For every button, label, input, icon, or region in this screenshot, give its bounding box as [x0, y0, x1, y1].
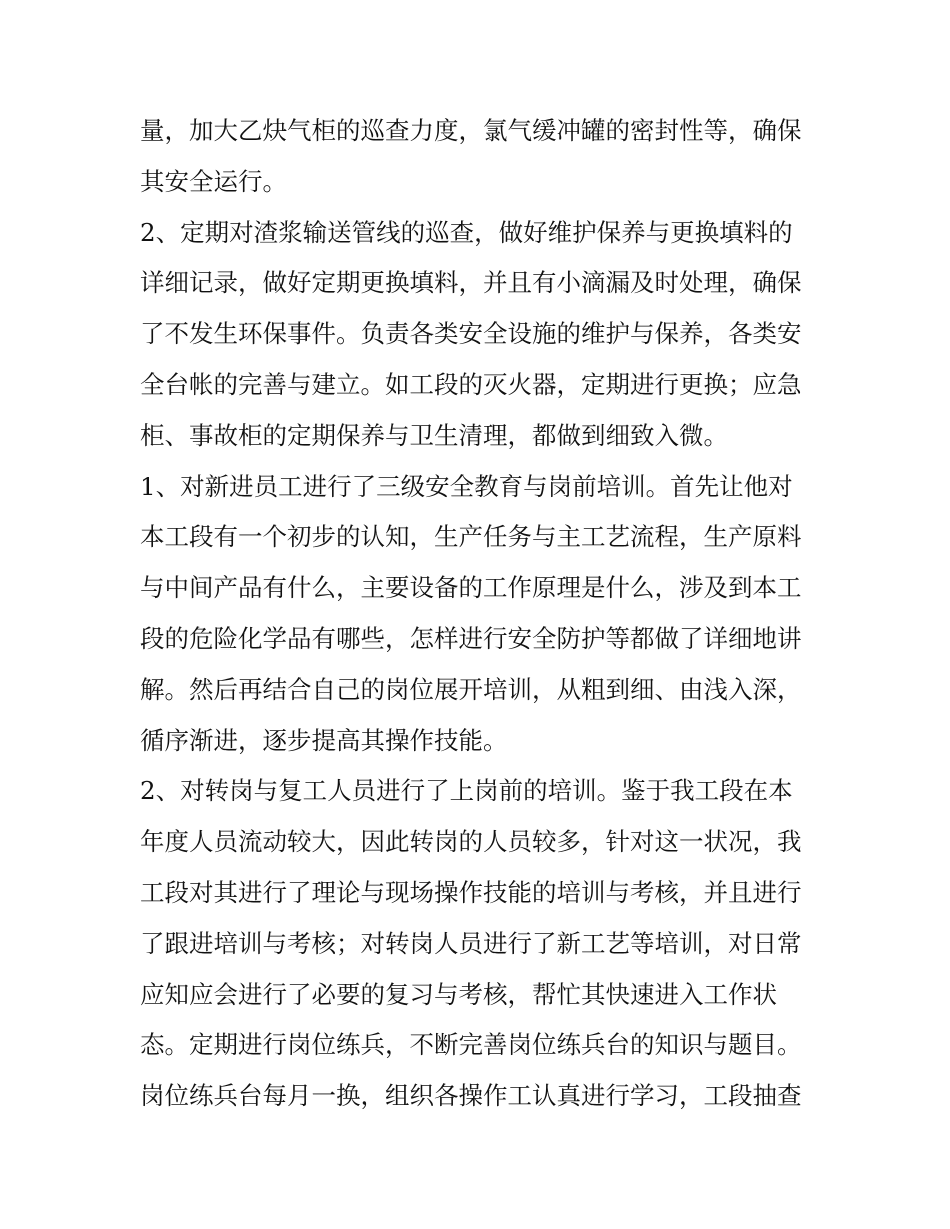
text-line: 1、对新进员工进行了三级安全教育与岗前培训。首先让他对 — [140, 471, 793, 501]
text-line: 岗位练兵台每月一换，组织各操作工认真进行学习，工段抽查 — [140, 1081, 802, 1111]
text-line: 段的危险化学品有哪些，怎样进行安全防护等都做了详细地讲 — [140, 623, 802, 653]
text-line: 2、定期对渣浆输送管线的巡查，做好维护保养与更换填料的 — [140, 217, 793, 247]
text-line: 本工段有一个初步的认知，生产任务与主工艺流程，生产原料 — [140, 522, 802, 552]
text-line: 工段对其进行了理论与现场操作技能的培训与考核，并且进行 — [140, 877, 802, 907]
text-line: 解。然后再结合自己的岗位展开培训，从粗到细、由浅入深， — [140, 674, 802, 704]
text-line: 了不发生环保事件。负责各类安全设施的维护与保养，各类安 — [140, 319, 802, 349]
text-line: 其安全运行。 — [140, 166, 287, 196]
text-line: 年度人员流动较大，因此转岗的人员较多，针对这一状况，我 — [140, 827, 802, 857]
text-line: 循序渐进，逐步提高其操作技能。 — [140, 725, 508, 755]
text-line: 应知应会进行了必要的复习与考核，帮忙其快速进入工作状 — [140, 979, 777, 1009]
text-line: 了跟进培训与考核；对转岗人员进行了新工艺等培训，对日常 — [140, 928, 802, 958]
text-line: 态。定期进行岗位练兵，不断完善岗位练兵台的知识与题目。 — [140, 1030, 802, 1060]
text-line: 与中间产品有什么，主要设备的工作原理是什么，涉及到本工 — [140, 573, 802, 603]
text-line: 详细记录，做好定期更换填料，并且有小滴漏及时处理，确保 — [140, 268, 802, 298]
text-line: 量，加大乙炔气柜的巡查力度，氯气缓冲罐的密封性等，确保 — [140, 116, 802, 145]
body-text — [140, 106, 820, 1122]
text-line: 2、对转岗与复工人员进行了上岗前的培训。鉴于我工段在本 — [140, 776, 793, 806]
text-line: 全台帐的完善与建立。如工段的灭火器，定期进行更换；应急 — [140, 369, 802, 399]
text-line: 柜、事故柜的定期保养与卫生清理，都做到细致入微。 — [140, 420, 728, 450]
